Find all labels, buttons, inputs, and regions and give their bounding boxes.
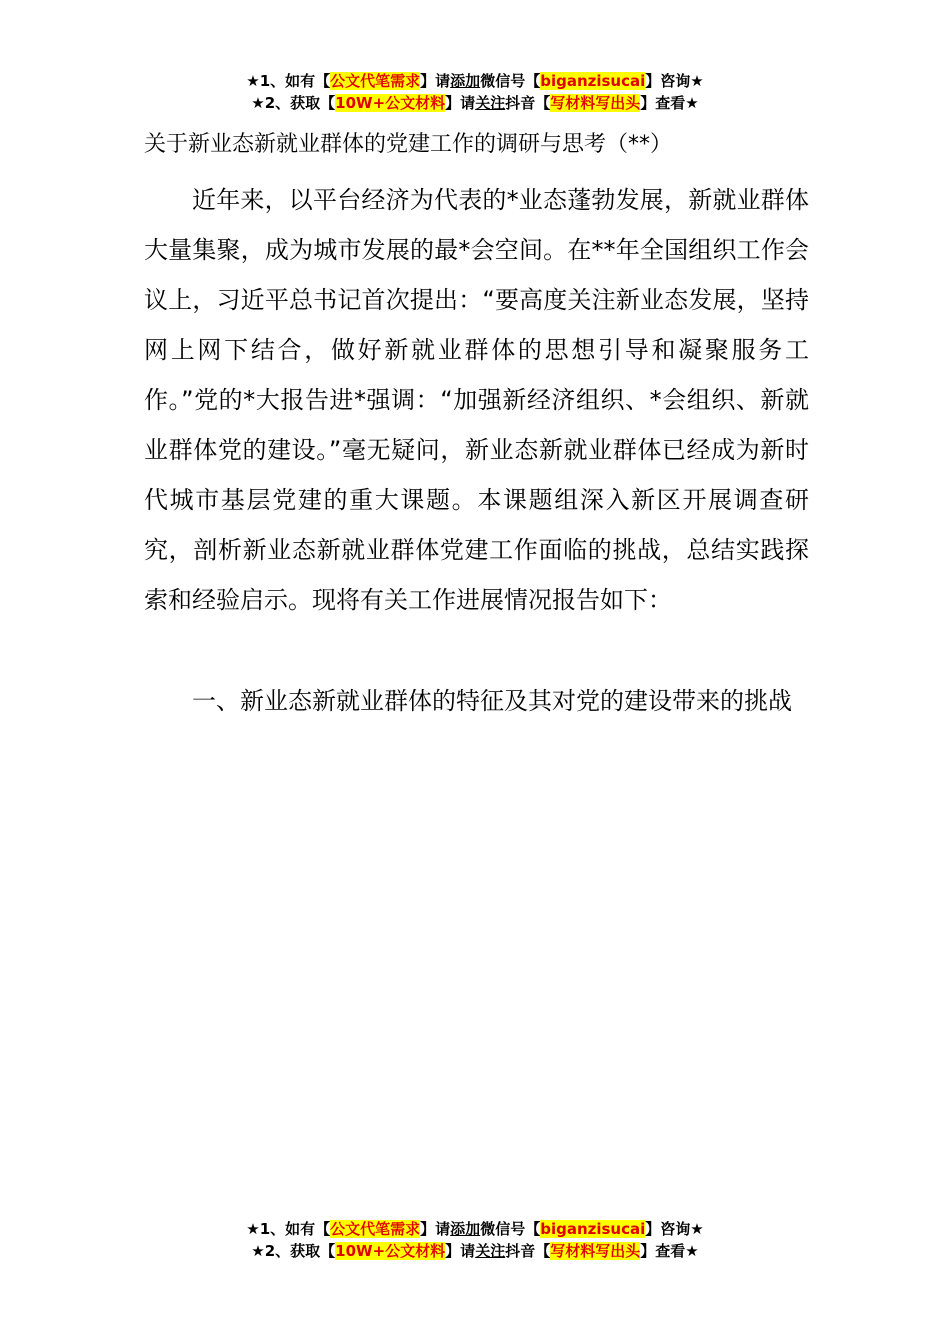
banner-line-1-suffix: 】咨询 bbox=[645, 1220, 691, 1238]
banner-highlight-wechat: biganzisucai bbox=[540, 72, 646, 90]
banner-underline-follow: 关注 bbox=[475, 94, 506, 112]
banner-line-2-prefix: 2、获取【 bbox=[264, 94, 336, 112]
banner-highlight-service: 公文代笔需求 bbox=[330, 1220, 421, 1238]
banner-line-1-suffix: 】咨询 bbox=[645, 72, 691, 90]
banner-line-2-prefix: 2、获取【 bbox=[264, 1242, 336, 1260]
star-icon: ★ bbox=[690, 1220, 704, 1238]
banner-highlight-douyin: 写材料写出头 bbox=[550, 1242, 641, 1260]
star-icon: ★ bbox=[685, 1242, 699, 1260]
star-icon: ★ bbox=[246, 72, 260, 90]
banner-line-2-mid1: 】请 bbox=[445, 1242, 476, 1260]
header-banner bbox=[0, 70, 950, 114]
banner-line-2-suffix: 】查看 bbox=[640, 1242, 686, 1260]
banner-line-1-prefix: 1、如有【 bbox=[259, 72, 331, 90]
banner-highlight-douyin: 写材料写出头 bbox=[550, 94, 641, 112]
banner-underline-add: 添加 bbox=[450, 1220, 481, 1238]
banner-line-1-mid1: 】请 bbox=[420, 72, 451, 90]
section-heading: 一、新业态新就业群体的特征及其对党的建设带来的挑战 bbox=[192, 687, 792, 715]
body-paragraph: 近年来，以平台经济为代表的*业态蓬勃发展，新就业群体大量集聚，成为城市发展的最*会空间。在**年全国组织工作会议上，习近平总书记首次提出：“要高度关注新业态发展，坚持网上网下结合，做好新就业群体的思想引导和凝聚服务工作。”党的*大报告进*强调：“加强新经济组织、*会组织、新就业群体党的建设。”毫无疑问，新业态新就业群体已经成为新时代城市基层党建的重大课题。本课题组深入新区开展调查研究，剖析新业态新就业群体党建工作面临的挑战，总结实践探索和经验启示。现将有关工作进展情况报告如下： bbox=[144, 186, 809, 614]
banner-line-2-mid2: 抖音【 bbox=[505, 94, 551, 112]
banner-underline-add: 添加 bbox=[450, 72, 481, 90]
banner-highlight-materials: 10W+公文材料 bbox=[335, 1242, 446, 1260]
banner-line-2 bbox=[0, 1240, 950, 1262]
star-icon: ★ bbox=[685, 94, 699, 112]
star-icon: ★ bbox=[251, 94, 265, 112]
banner-line-1-prefix: 1、如有【 bbox=[259, 1220, 331, 1238]
banner-line-2-mid2: 抖音【 bbox=[505, 1242, 551, 1260]
footer-banner bbox=[0, 1218, 950, 1262]
banner-underline-follow: 关注 bbox=[475, 1242, 506, 1260]
star-icon: ★ bbox=[251, 1242, 265, 1260]
banner-line-1-mid2: 微信号【 bbox=[480, 72, 541, 90]
star-icon: ★ bbox=[690, 72, 704, 90]
banner-line-2 bbox=[0, 92, 950, 114]
banner-highlight-materials: 10W+公文材料 bbox=[335, 94, 446, 112]
banner-line-2-mid1: 】请 bbox=[445, 94, 476, 112]
banner-highlight-service: 公文代笔需求 bbox=[330, 72, 421, 90]
banner-line-1 bbox=[0, 70, 950, 92]
banner-highlight-wechat: biganzisucai bbox=[540, 1220, 646, 1238]
banner-line-1 bbox=[0, 1218, 950, 1240]
banner-line-2-suffix: 】查看 bbox=[640, 94, 686, 112]
star-icon: ★ bbox=[246, 1220, 260, 1238]
document-title: 关于新业态新就业群体的党建工作的调研与思考（**） bbox=[144, 132, 673, 157]
banner-line-1-mid1: 】请 bbox=[420, 1220, 451, 1238]
banner-line-1-mid2: 微信号【 bbox=[480, 1220, 541, 1238]
